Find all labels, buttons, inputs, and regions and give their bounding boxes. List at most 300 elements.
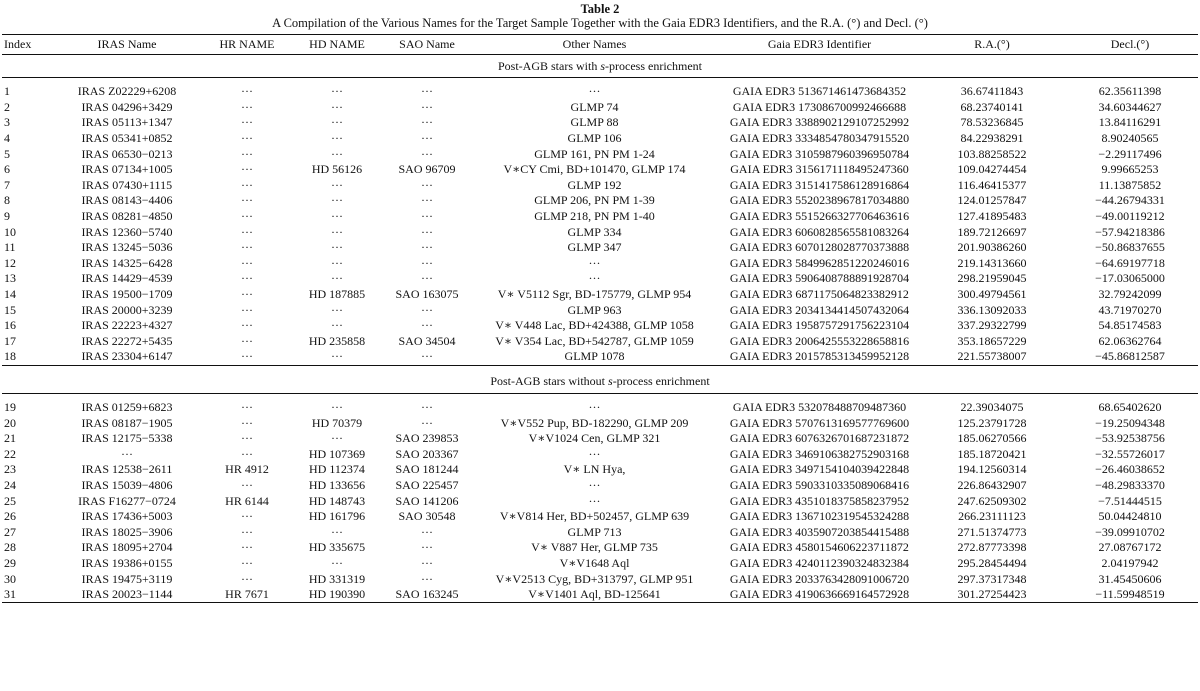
cell-hr-name: ··· <box>241 431 253 446</box>
cell-ra: 84.22938291 <box>960 131 1024 146</box>
cell-iras-name: IRAS 22272+5435 <box>81 333 173 348</box>
cell-decl: 2.04197942 <box>1101 555 1159 570</box>
cell-hd-name: ··· <box>331 146 343 161</box>
cell-ra: 226.86432907 <box>957 477 1027 492</box>
cell-other-names: V∗ LN Hya, <box>563 462 626 477</box>
cell-hr-name: ··· <box>241 162 253 177</box>
cell-iras-name: IRAS 19500−1709 <box>81 287 173 302</box>
cell-sao-name: ··· <box>421 84 433 99</box>
cell-sao-name: ··· <box>421 177 433 192</box>
cell-hr-name: ··· <box>241 146 253 161</box>
section-title <box>2 371 1198 394</box>
col-header-other-names: Other Names <box>472 35 717 55</box>
cell-iras-name: IRAS 04296+3429 <box>81 99 173 114</box>
header-row <box>2 35 1198 55</box>
cell-iras-name: IRAS F16277−0724 <box>78 493 176 508</box>
section-title-part: Post-AGB stars without <box>490 374 609 389</box>
cell-iras-name: IRAS 20000+3239 <box>81 302 173 317</box>
cell-index: 7 <box>4 177 10 192</box>
cell-ra: 189.72126697 <box>957 224 1027 239</box>
cell-index: 21 <box>4 431 16 446</box>
table-row <box>2 115 1198 131</box>
cell-other-names: GLMP 963 <box>567 302 622 317</box>
cell-other-names: GLMP 192 <box>567 177 622 192</box>
cell-sao-name: ··· <box>421 209 433 224</box>
cell-index: 24 <box>4 477 16 492</box>
cell-decl: 32.79242099 <box>1098 287 1162 302</box>
cell-gaia-id: GAIA EDR3 4035907203854415488 <box>729 524 910 539</box>
section-title-part: s <box>600 58 606 73</box>
cell-sao-name: ··· <box>421 349 433 364</box>
cell-decl: 27.08767172 <box>1098 540 1162 555</box>
cell-sao-name: ··· <box>421 415 433 430</box>
cell-iras-name: IRAS 12175−5338 <box>81 431 173 446</box>
cell-hd-name: ··· <box>331 209 343 224</box>
cell-sao-name: SAO 34504 <box>398 333 456 348</box>
table-row <box>2 256 1198 272</box>
cell-other-names: ··· <box>588 255 601 270</box>
cell-index: 17 <box>4 333 16 348</box>
cell-other-names: V∗CY Cmi, BD+101470, GLMP 174 <box>503 162 686 177</box>
cell-sao-name: ··· <box>421 255 433 270</box>
cell-other-names: V∗V552 Pup, BD-182290, GLMP 209 <box>500 415 689 430</box>
cell-gaia-id: GAIA EDR3 5707613169577769600 <box>729 415 910 430</box>
cell-sao-name: ··· <box>421 302 433 317</box>
cell-gaia-id: GAIA EDR3 1958757291756223104 <box>729 318 910 333</box>
cell-hr-name: ··· <box>241 571 253 586</box>
cell-iras-name: IRAS 08281−4850 <box>81 209 173 224</box>
cell-other-names: ··· <box>588 477 601 492</box>
table-row <box>2 271 1198 287</box>
cell-decl: −48.29833370 <box>1095 477 1165 492</box>
cell-index: 30 <box>4 571 16 586</box>
cell-iras-name: IRAS Z02229+6208 <box>77 84 177 99</box>
cell-hd-name: HD 190390 <box>292 587 382 603</box>
cell-ra: 125.23791728 <box>957 415 1027 430</box>
table-row <box>2 224 1198 240</box>
table-row <box>2 571 1198 587</box>
section-title-part: -process enrichment <box>612 374 710 389</box>
cell-decl: −32.55726017 <box>1095 446 1165 461</box>
cell-gaia-id: GAIA EDR3 3334854780347915520 <box>729 131 910 146</box>
cell-gaia-id: GAIA EDR3 3388902129107252992 <box>729 115 910 130</box>
cell-gaia-id: GAIA EDR3 2034134414507432064 <box>729 302 910 317</box>
cell-decl: −26.46038652 <box>1095 462 1165 477</box>
data-table <box>2 34 1198 603</box>
cell-ra: 103.88258522 <box>957 146 1027 161</box>
cell-gaia-id: GAIA EDR3 2033763428091006720 <box>729 571 910 586</box>
cell-decl: −45.86812587 <box>1095 349 1165 364</box>
cell-iras-name: IRAS 18025−3906 <box>81 524 173 539</box>
table-row <box>2 462 1198 478</box>
col-header-sao-name: SAO Name <box>382 35 472 55</box>
table-row <box>2 431 1198 447</box>
cell-ra: 185.18720421 <box>957 446 1027 461</box>
cell-sao-name: SAO 30548 <box>398 509 456 524</box>
cell-hr-name: ··· <box>241 287 253 302</box>
cell-other-names: GLMP 218, PN PM 1-40 <box>534 209 655 224</box>
table-row <box>2 349 1198 365</box>
cell-ra: 297.37317348 <box>957 571 1027 586</box>
cell-hr-name: ··· <box>241 224 253 239</box>
cell-ra: 353.18657229 <box>957 333 1027 348</box>
cell-other-names: ··· <box>588 446 601 461</box>
cell-hr-name: ··· <box>241 333 253 348</box>
cell-hd-name: HD 56126 <box>311 162 363 177</box>
cell-hd-name: HD 335675 <box>308 540 366 555</box>
cell-iras-name: IRAS 19475+3119 <box>81 571 173 586</box>
cell-other-names: V∗ V448 Lac, BD+424388, GLMP 1058 <box>495 318 694 333</box>
cell-hr-name: ··· <box>241 302 253 317</box>
cell-decl: −19.25094348 <box>1095 415 1165 430</box>
cell-index: 27 <box>4 524 16 539</box>
cell-gaia-id: GAIA EDR3 5906408788891928704 <box>729 271 910 286</box>
cell-hd-name: HD 133656 <box>308 477 366 492</box>
cell-decl: −7.51444515 <box>1098 493 1162 508</box>
cell-other-names: GLMP 713 <box>567 524 622 539</box>
col-header-gaia-id: Gaia EDR3 Identifier <box>717 35 922 55</box>
cell-index: 28 <box>4 540 16 555</box>
cell-iras-name: IRAS 05341+0852 <box>81 131 173 146</box>
cell-hr-name: HR 4912 <box>225 462 269 477</box>
cell-hr-name: HR 6144 <box>225 493 269 508</box>
cell-sao-name: ··· <box>421 224 433 239</box>
cell-ra: 272.87773398 <box>957 540 1027 555</box>
cell-decl: 8.90240565 <box>1101 131 1159 146</box>
cell-decl: −53.92538756 <box>1095 431 1165 446</box>
cell-decl: −57.94218386 <box>1095 224 1165 239</box>
cell-hr-name: HR 7671 <box>202 587 292 603</box>
section-title <box>2 55 1198 78</box>
cell-iras-name: IRAS 13245−5036 <box>81 240 173 255</box>
cell-hd-name: ··· <box>331 524 343 539</box>
cell-other-names: GLMP 74 <box>570 99 619 114</box>
cell-hr-name: ··· <box>241 271 253 286</box>
cell-index: 19 <box>4 399 16 414</box>
cell-hd-name: ··· <box>331 99 343 114</box>
cell-index: 12 <box>4 255 16 270</box>
cell-hr-name: ··· <box>241 446 253 461</box>
cell-ra: 247.62509302 <box>957 493 1027 508</box>
table-caption <box>0 0 1200 30</box>
cell-other-names: GLMP 206, PN PM 1-39 <box>534 193 655 208</box>
col-header-decl: Decl.(°) <box>1062 35 1198 55</box>
cell-index: 16 <box>4 318 16 333</box>
cell-hd-name: ··· <box>331 349 343 364</box>
cell-ra: 295.28454494 <box>957 555 1027 570</box>
table-row <box>2 556 1198 572</box>
cell-iras-name: IRAS 08143−4406 <box>81 193 173 208</box>
cell-gaia-id: GAIA EDR3 6060828565581083264 <box>729 224 910 239</box>
cell-gaia-id: GAIA EDR3 3105987960396950784 <box>729 146 910 161</box>
cell-decl: −39.09910702 <box>1095 524 1165 539</box>
cell-sao-name: ··· <box>421 271 433 286</box>
cell-decl: −50.86837655 <box>1095 240 1165 255</box>
cell-iras-name: IRAS 07430+1115 <box>81 177 173 192</box>
cell-other-names: ··· <box>588 399 601 414</box>
cell-hr-name: ··· <box>241 415 253 430</box>
cell-ra: 336.13092033 <box>957 302 1027 317</box>
cell-hr-name: ··· <box>241 555 253 570</box>
cell-iras-name: IRAS 05113+1347 <box>81 115 173 130</box>
cell-index: 1 <box>4 84 10 99</box>
cell-hr-name: ··· <box>241 255 253 270</box>
cell-hd-name: ··· <box>331 255 343 270</box>
cell-index: 9 <box>4 209 10 224</box>
cell-decl: −11.59948519 <box>1062 587 1198 603</box>
table-title: A Compilation of the Various Names for the Target Sample Together with the Gaia EDR3 Identifiers, and the R.A. (°) and Decl. (°) <box>272 16 928 30</box>
cell-hd-name: ··· <box>331 177 343 192</box>
cell-index: 18 <box>4 349 16 364</box>
cell-gaia-id: GAIA EDR3 3497154104039422848 <box>729 462 910 477</box>
cell-index: 3 <box>4 115 10 130</box>
cell-index: 29 <box>4 555 16 570</box>
cell-gaia-id: GAIA EDR3 532078488709487360 <box>732 399 907 414</box>
cell-index: 2 <box>4 99 10 114</box>
cell-hd-name: ··· <box>331 318 343 333</box>
cell-other-names: V∗V1648 Aql <box>559 555 630 570</box>
cell-index: 5 <box>4 146 10 161</box>
cell-decl: 68.65402620 <box>1098 399 1162 414</box>
cell-ra: 22.39034075 <box>960 399 1024 414</box>
cell-hd-name: HD 107369 <box>308 446 366 461</box>
cell-hr-name: ··· <box>241 240 253 255</box>
cell-iras-name: IRAS 15039−4806 <box>81 477 173 492</box>
cell-other-names: ··· <box>588 493 601 508</box>
cell-decl: 11.13875852 <box>1098 177 1162 192</box>
cell-hr-name: ··· <box>241 524 253 539</box>
table-row <box>2 415 1198 431</box>
section-header-row <box>2 55 1198 78</box>
cell-hd-name: HD 187885 <box>308 287 366 302</box>
cell-hr-name: ··· <box>241 349 253 364</box>
cell-gaia-id: GAIA EDR3 5849962851220246016 <box>729 255 910 270</box>
cell-gaia-id: GAIA EDR3 173086700992466688 <box>732 99 907 114</box>
cell-sao-name: ··· <box>421 131 433 146</box>
cell-ra: 219.14313660 <box>957 255 1027 270</box>
table-row <box>2 178 1198 194</box>
cell-sao-name: SAO 163245 <box>382 587 472 603</box>
cell-ra: 109.04274454 <box>957 162 1027 177</box>
cell-index: 31 <box>2 587 52 603</box>
cell-iras-name: IRAS 17436+5003 <box>81 509 173 524</box>
cell-sao-name: ··· <box>421 193 433 208</box>
table-row <box>2 302 1198 318</box>
table-row <box>2 131 1198 147</box>
col-header-hr-name: HR NAME <box>202 35 292 55</box>
cell-gaia-id: GAIA EDR3 6070128028770373888 <box>729 240 910 255</box>
cell-hr-name: ··· <box>241 131 253 146</box>
cell-sao-name: ··· <box>421 524 433 539</box>
cell-ra: 68.23740141 <box>960 99 1024 114</box>
cell-sao-name: SAO 96709 <box>398 162 456 177</box>
cell-iras-name: IRAS 14325−6428 <box>81 255 173 270</box>
cell-index: 10 <box>4 224 16 239</box>
cell-decl: −2.29117496 <box>1098 146 1162 161</box>
cell-decl: −64.69197718 <box>1095 255 1165 270</box>
cell-gaia-id: GAIA EDR3 4240112390324832384 <box>730 555 909 570</box>
cell-iras-name: IRAS 19386+0155 <box>81 555 173 570</box>
cell-hr-name: ··· <box>241 399 253 414</box>
cell-gaia-id: GAIA EDR3 1367102319545324288 <box>729 509 910 524</box>
cell-sao-name: ··· <box>421 240 433 255</box>
cell-ra: 124.01257847 <box>957 193 1027 208</box>
cell-sao-name: ··· <box>421 115 433 130</box>
cell-decl: −49.00119212 <box>1095 209 1165 224</box>
cell-decl: 54.85174583 <box>1098 318 1162 333</box>
table-row <box>2 162 1198 178</box>
cell-sao-name: SAO 163075 <box>395 287 459 302</box>
cell-hd-name: ··· <box>331 115 343 130</box>
cell-other-names: V∗ V5112 Sgr, BD-175779, GLMP 954 <box>497 287 692 302</box>
cell-other-names: GLMP 334 <box>567 224 622 239</box>
cell-hr-name: ··· <box>241 477 253 492</box>
cell-hd-name: ··· <box>331 84 343 99</box>
cell-gaia-id: GAIA EDR3 4580154606223711872 <box>730 540 909 555</box>
table-number: Table 2 <box>580 2 620 16</box>
table-row <box>2 287 1198 303</box>
cell-iras-name: IRAS 01259+6823 <box>81 399 173 414</box>
col-header-ra: R.A.(°) <box>922 35 1062 55</box>
cell-other-names: V∗ V887 Her, GLMP 735 <box>531 540 658 555</box>
cell-ra: 116.46415377 <box>957 177 1027 192</box>
cell-other-names: GLMP 1078 <box>564 349 625 364</box>
table-row <box>2 524 1198 540</box>
cell-sao-name: SAO 239853 <box>395 431 459 446</box>
cell-ra: 36.67411843 <box>960 84 1024 99</box>
cell-ra: 266.23111123 <box>958 509 1026 524</box>
cell-ra: 201.90386260 <box>957 240 1027 255</box>
cell-iras-name: IRAS 12538−2611 <box>81 462 173 477</box>
cell-hd-name: ··· <box>331 224 343 239</box>
cell-sao-name: SAO 225457 <box>395 477 459 492</box>
section-header-row <box>2 371 1198 394</box>
section-title-part: Post-AGB stars with <box>498 58 601 73</box>
table-row <box>2 446 1198 462</box>
cell-other-names: V∗V2513 Cyg, BD+313797, GLMP 951 <box>495 571 694 586</box>
cell-decl: −17.03065000 <box>1095 271 1165 286</box>
cell-iras-name: IRAS 14429−4539 <box>81 271 173 286</box>
cell-decl: 9.99665253 <box>1101 162 1159 177</box>
table-row <box>2 318 1198 334</box>
table-row <box>2 509 1198 525</box>
cell-other-names: GLMP 347 <box>567 240 622 255</box>
cell-sao-name: SAO 203367 <box>395 446 459 461</box>
cell-sao-name: ··· <box>421 146 433 161</box>
cell-hd-name: HD 331319 <box>308 571 366 586</box>
col-header-index: Index <box>2 35 52 55</box>
cell-hd-name: HD 148743 <box>308 493 366 508</box>
cell-hd-name: ··· <box>331 555 343 570</box>
cell-ra: 221.55738007 <box>957 349 1027 364</box>
cell-index: 4 <box>4 131 10 146</box>
cell-other-names: V∗V1024 Cen, GLMP 321 <box>528 431 661 446</box>
col-header-iras-name: IRAS Name <box>52 35 202 55</box>
cell-index: 8 <box>4 193 10 208</box>
cell-index: 22 <box>4 446 16 461</box>
cell-other-names: ··· <box>588 271 601 286</box>
table-row <box>2 209 1198 225</box>
cell-gaia-id: GAIA EDR3 5903310335089068416 <box>729 477 910 492</box>
cell-hd-name: ··· <box>331 431 343 446</box>
cell-iras-name: IRAS 12360−5740 <box>81 224 173 239</box>
cell-other-names: V∗ V354 Lac, BD+542787, GLMP 1059 <box>495 333 694 348</box>
cell-gaia-id: GAIA EDR3 4351018375858237952 <box>729 493 910 508</box>
cell-hd-name: ··· <box>331 193 343 208</box>
cell-decl: 62.35611398 <box>1098 84 1162 99</box>
cell-gaia-id: GAIA EDR3 6076326701687231872 <box>729 431 910 446</box>
cell-index: 13 <box>4 271 16 286</box>
cell-other-names: V∗V814 Her, BD+502457, GLMP 639 <box>499 509 690 524</box>
cell-gaia-id: GAIA EDR3 5515266327706463616 <box>729 209 910 224</box>
cell-gaia-id: GAIA EDR3 5520238967817034880 <box>729 193 910 208</box>
cell-gaia-id: GAIA EDR3 6871175064823382912 <box>730 287 909 302</box>
cell-decl: 34.60344627 <box>1098 99 1162 114</box>
cell-iras-name: ··· <box>121 446 133 461</box>
cell-hr-name: ··· <box>241 209 253 224</box>
cell-index: 20 <box>4 415 16 430</box>
cell-hd-name: ··· <box>331 240 343 255</box>
cell-other-names: V∗V1401 Aql, BD-125641 <box>472 587 717 603</box>
cell-decl: 31.45450606 <box>1098 571 1162 586</box>
table-row <box>2 84 1198 100</box>
cell-hd-name: HD 161796 <box>308 509 366 524</box>
cell-hd-name: ··· <box>331 271 343 286</box>
cell-gaia-id: GAIA EDR3 2006425553228658816 <box>729 333 910 348</box>
cell-ra: 271.51374773 <box>957 524 1027 539</box>
cell-ra: 300.49794561 <box>957 287 1027 302</box>
cell-hr-name: ··· <box>241 177 253 192</box>
cell-decl: 62.06362764 <box>1098 333 1162 348</box>
table-row <box>2 493 1198 509</box>
cell-iras-name: IRAS 18095+2704 <box>81 540 173 555</box>
cell-hd-name: ··· <box>331 131 343 146</box>
cell-index: 26 <box>4 509 16 524</box>
table-row <box>2 193 1198 209</box>
cell-other-names: GLMP 88 <box>570 115 619 130</box>
cell-hr-name: ··· <box>241 193 253 208</box>
table-row <box>2 540 1198 556</box>
cell-hr-name: ··· <box>241 509 253 524</box>
cell-gaia-id: GAIA EDR3 3156171118495247360 <box>730 162 909 177</box>
table-row <box>2 587 1198 603</box>
cell-hd-name: HD 112374 <box>309 462 365 477</box>
section-title-part: -process enrichment <box>605 58 702 73</box>
cell-ra: 78.53236845 <box>960 115 1024 130</box>
cell-hd-name: ··· <box>331 399 343 414</box>
cell-sao-name: ··· <box>421 318 433 333</box>
table-row <box>2 478 1198 494</box>
table-row <box>2 240 1198 256</box>
cell-other-names: GLMP 106 <box>567 131 622 146</box>
cell-index: 15 <box>4 302 16 317</box>
cell-other-names: GLMP 161, PN PM 1-24 <box>534 146 655 161</box>
cell-hr-name: ··· <box>241 318 253 333</box>
cell-gaia-id: GAIA EDR3 2015785313459952128 <box>729 349 910 364</box>
cell-hd-name: HD 70379 <box>311 415 363 430</box>
cell-sao-name: SAO 181244 <box>395 462 459 477</box>
cell-index: 14 <box>4 287 16 302</box>
cell-gaia-id: GAIA EDR3 3469106382752903168 <box>729 446 910 461</box>
cell-hr-name: ··· <box>241 84 253 99</box>
cell-decl: 50.04424810 <box>1098 509 1162 524</box>
cell-sao-name: SAO 141206 <box>395 493 459 508</box>
table-row <box>2 400 1198 416</box>
cell-ra: 301.27254423 <box>922 587 1062 603</box>
cell-ra: 337.29322799 <box>957 318 1027 333</box>
cell-index: 23 <box>4 462 16 477</box>
cell-hr-name: ··· <box>241 540 253 555</box>
